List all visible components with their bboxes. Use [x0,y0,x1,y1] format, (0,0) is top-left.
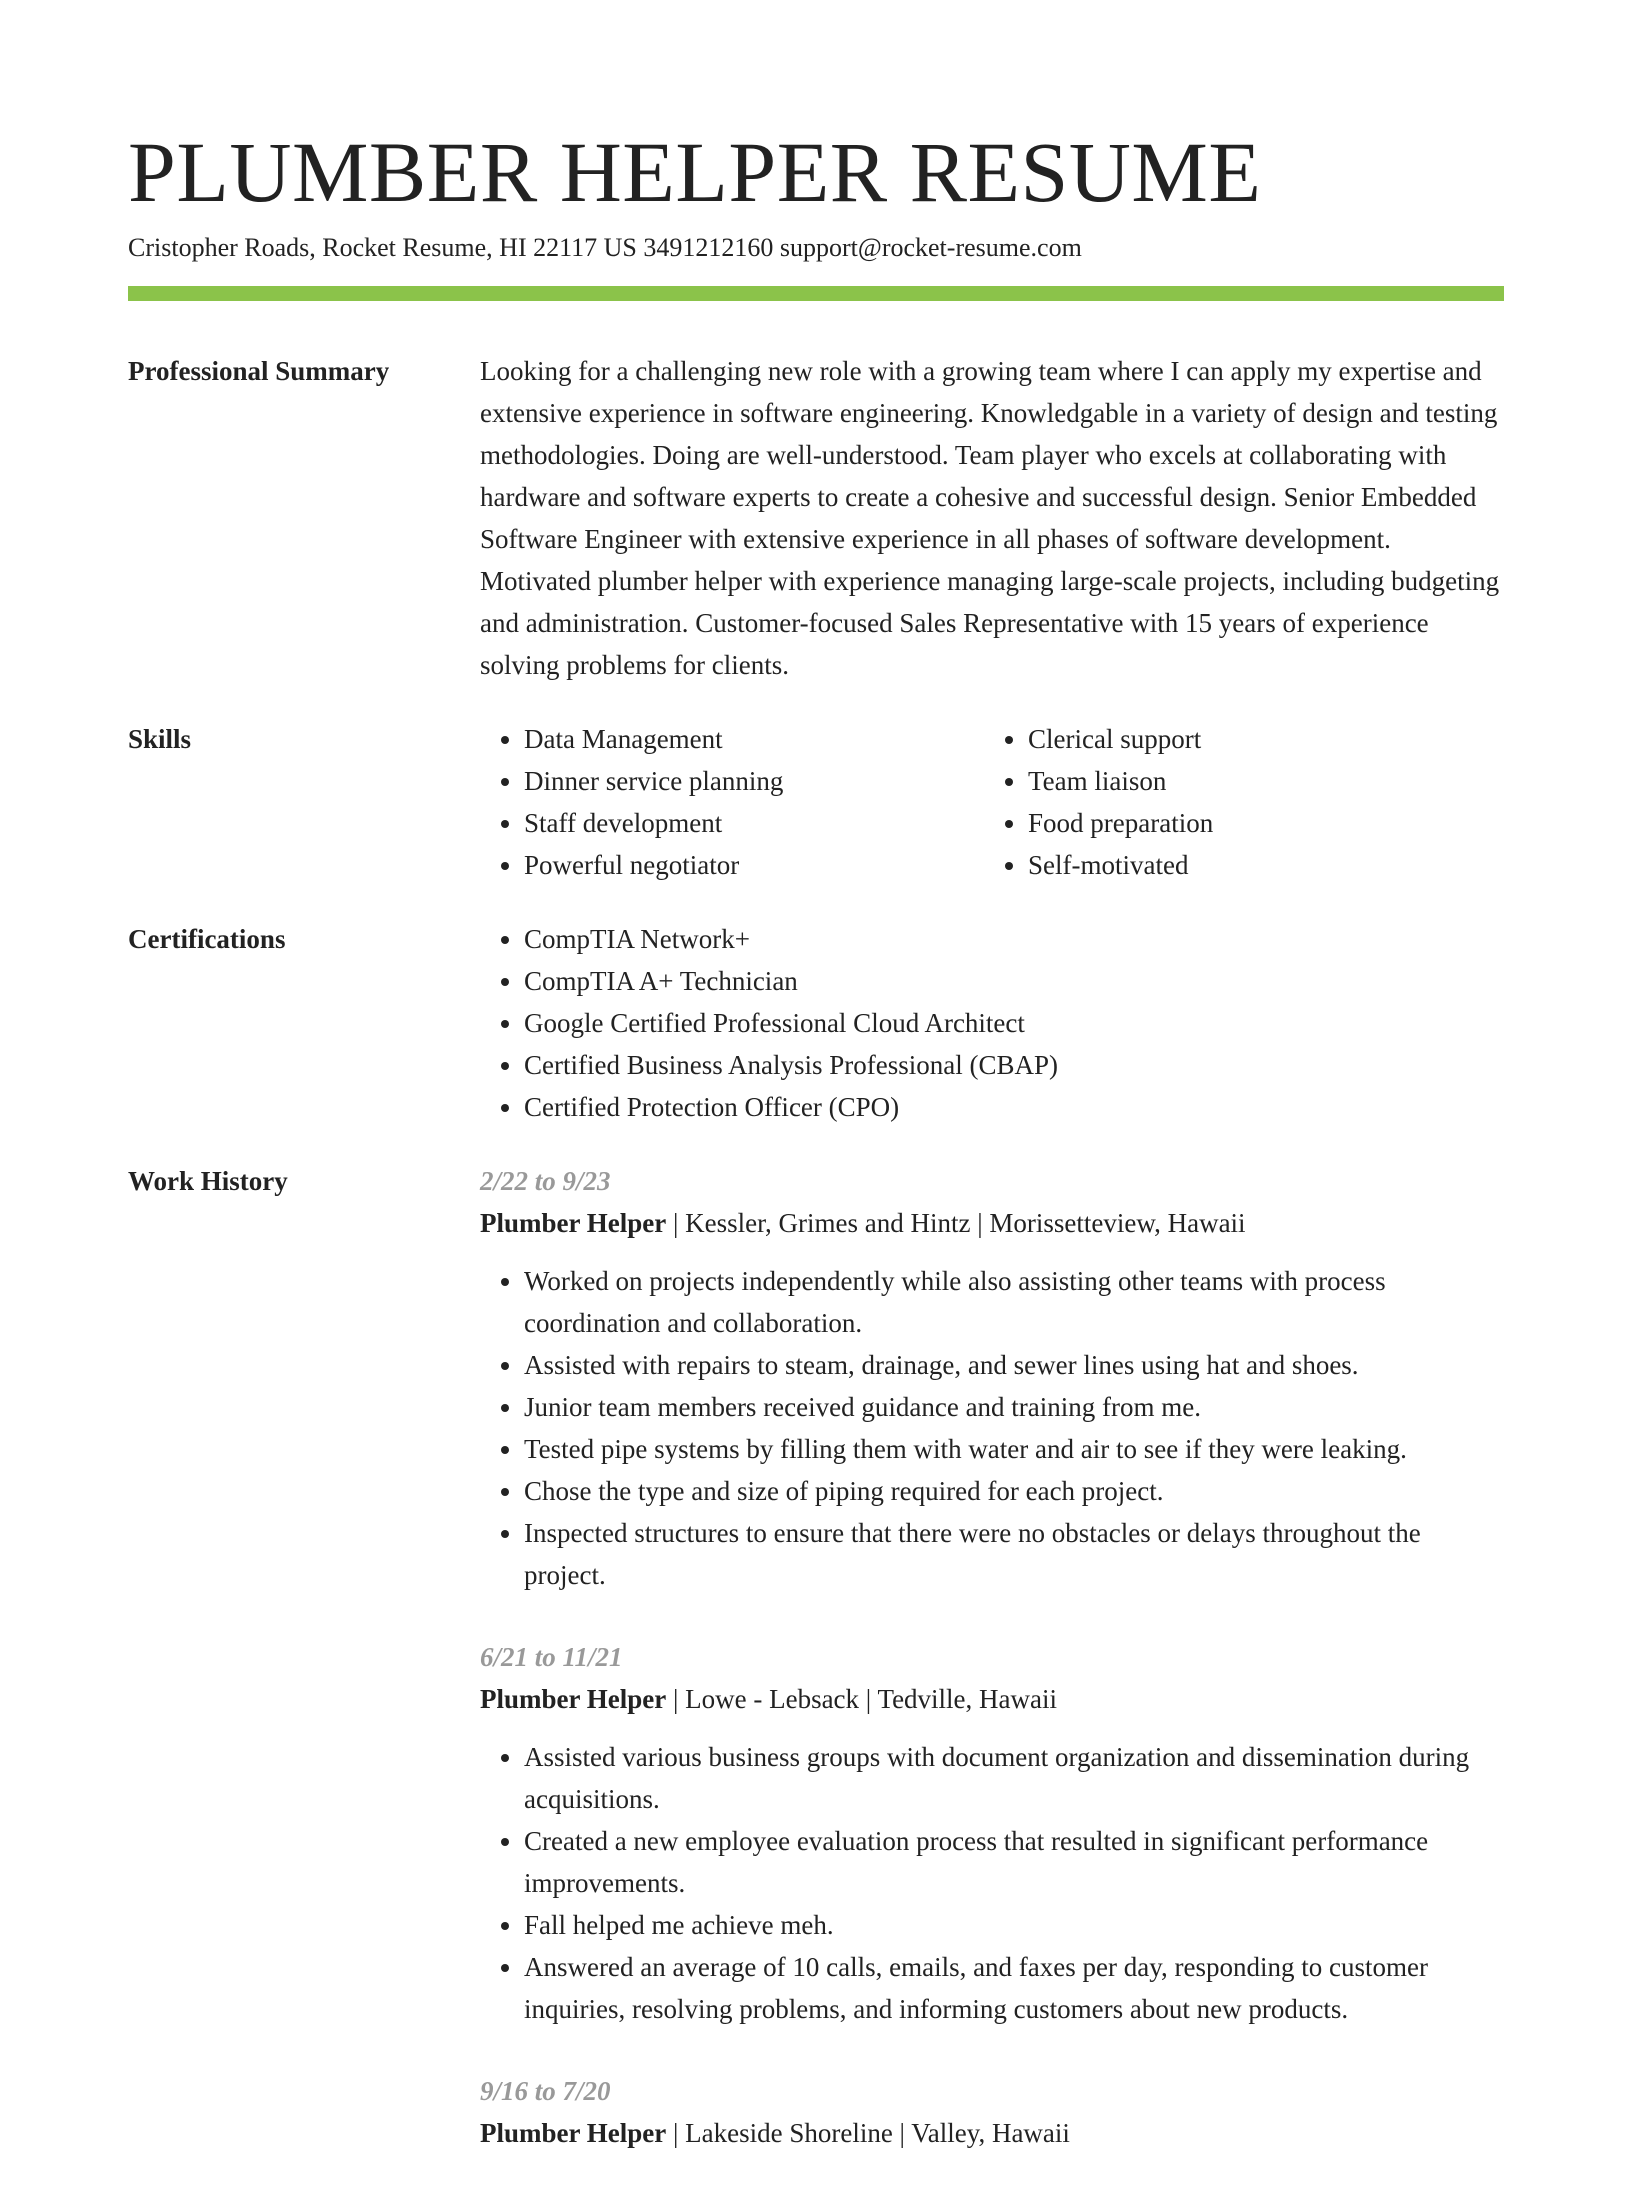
skill-item: • Clerical support [1028,718,1488,760]
skill-item: • Staff development [524,802,984,844]
job-dates: 6/21 to 11/21 [480,1642,623,1672]
summary-text: Looking for a challenging new role with a growing team where I can apply my expertise and extensive experience in software engineering. Knowledgable in a variety of design and testing methodologies. Doing are well-understood. Team player who excels at collaborating with hardware and software experts to create a cohesive and successful design. Senior Embedded Software Engineer with extensive experience in all phases of software development. Motivated plumber helper with experience managing large-scale projects, including budgeting and administration. Customer-focused Sales Representative with 15 years of experience solving problems for clients. [480,356,1500,680]
job-heading [480,2112,1504,2154]
job-bullet: • Junior team members received guidance and training from me. [524,1386,1504,1428]
certification-item: • CompTIA A+ Technician [524,960,1504,1002]
job-bullet: • Worked on projects independently while also assisting other teams with process coordination and collaboration. [524,1260,1504,1344]
job-bullet: • Answered an average of 10 calls, emails, and faxes per day, responding to customer inquiries, resolving problems, and informing customers about new products. [524,1946,1504,2030]
contact-line: Cristopher Roads, Rocket Resume, HI 22117 US 3491212160 support@rocket-resume.com [128,233,1082,262]
work-history-body [480,1160,1504,2194]
job-heading [480,1202,1504,1244]
job-entry [480,1160,1504,1596]
job-dates: 2/22 to 9/23 [480,1166,611,1196]
work-history-label: Work History [128,1166,288,1196]
header-divider [128,286,1504,301]
job-bullets [480,1260,1504,1596]
job-details: | Kessler, Grimes and Hintz | Morissetteview, Hawaii [666,1208,1246,1238]
certification-item: • Certified Protection Officer (CPO) [524,1086,1504,1128]
job-bullet: • Assisted with repairs to steam, drainage, and sewer lines using hat and shoes. [524,1344,1504,1386]
skill-item: • Data Management [524,718,984,760]
skills-body [480,718,1504,886]
job-details: | Lowe - Lebsack | Tedville, Hawaii [666,1684,1058,1714]
skill-item: • Food preparation [1028,802,1488,844]
resume-title: PLUMBER HELPER RESUME [128,124,1262,220]
summary-body [480,350,1504,686]
job-bullet: • Tested pipe systems by filling them with water and air to see if they were leaking. [524,1428,1504,1470]
skills-list-right [984,718,1488,886]
job-details: | Lakeside Shoreline | Valley, Hawaii [666,2118,1070,2148]
job-title: Plumber Helper [480,2118,667,2148]
skill-item: • Dinner service planning [524,760,984,802]
job-title: Plumber Helper [480,1684,667,1714]
job-entry [480,1636,1504,2030]
certifications-list [480,918,1504,1128]
job-title: Plumber Helper [480,1208,667,1238]
skills-label: Skills [128,724,192,754]
job-bullet: • Created a new employee evaluation process that resulted in significant performance improvements. [524,1820,1504,1904]
certification-item: • Google Certified Professional Cloud Architect [524,1002,1504,1044]
job-dates: 9/16 to 7/20 [480,2076,611,2106]
job-bullet: • Inspected structures to ensure that there were no obstacles or delays throughout the project. [524,1512,1504,1596]
job-bullet: • Chose the type and size of piping required for each project. [524,1470,1504,1512]
skills-list-left [480,718,984,886]
skill-item: • Powerful negotiator [524,844,984,886]
skill-item: • Team liaison [1028,760,1488,802]
job-heading [480,1678,1504,1720]
job-bullet: • Fall helped me achieve meh. [524,1904,1504,1946]
certification-item: • CompTIA Network+ [524,918,1504,960]
skill-item: • Self-motivated [1028,844,1488,886]
summary-label: Professional Summary [128,356,390,386]
job-bullet: • Assisted various business groups with document organization and dissemination during acquisitions. [524,1736,1504,1820]
job-bullets [480,1736,1504,2030]
job-entry [480,2070,1504,2154]
certifications-body [480,918,1504,1128]
certifications-label: Certifications [128,924,286,954]
certification-item: • Certified Business Analysis Professional (CBAP) [524,1044,1504,1086]
